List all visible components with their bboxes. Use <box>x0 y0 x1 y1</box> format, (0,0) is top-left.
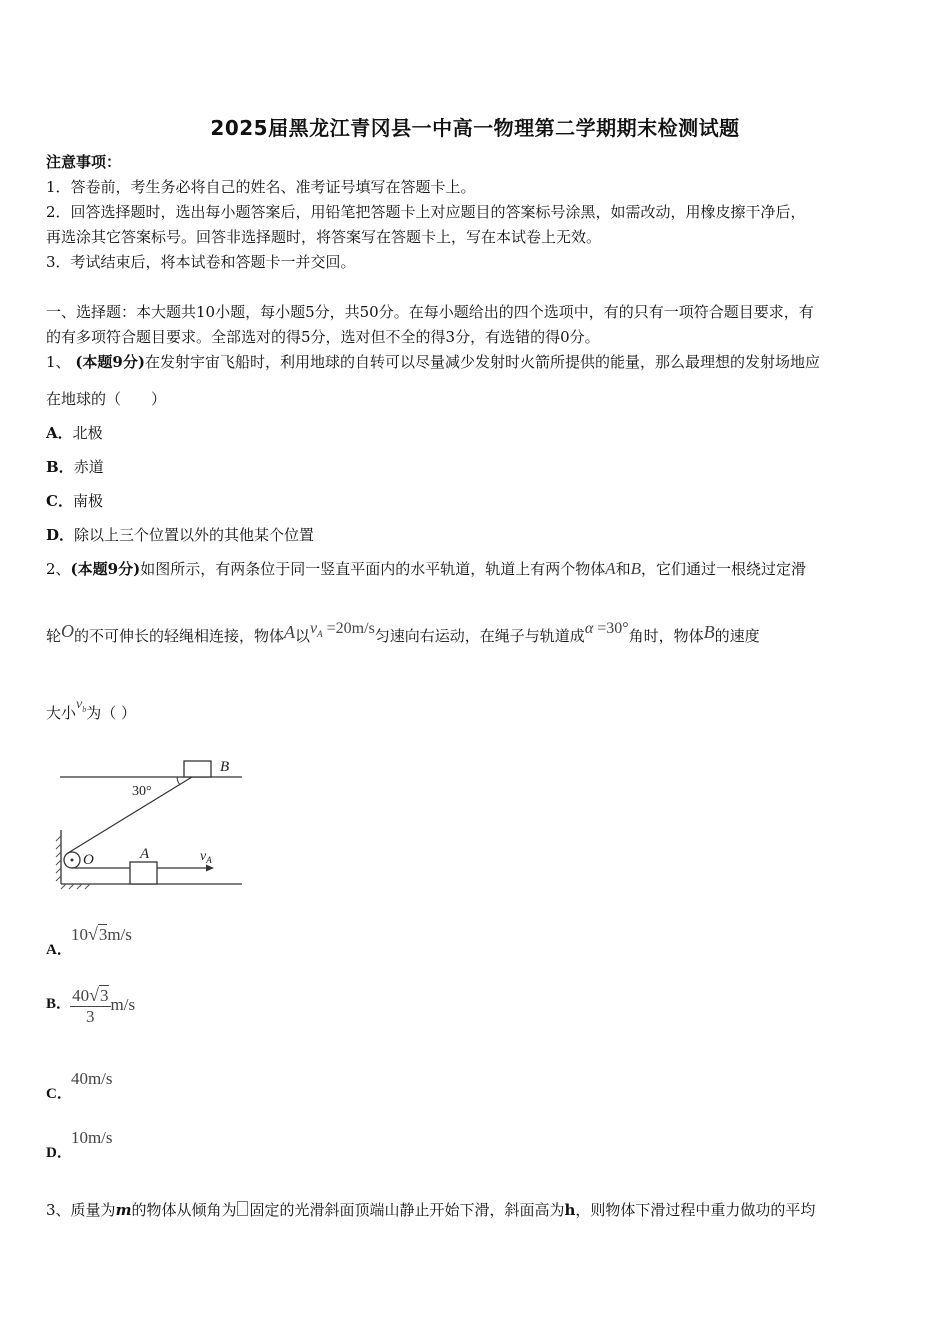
question-1-option-a[interactable] <box>46 423 103 443</box>
question-2-text: 的不可伸长的轻绳相连接，物体 <box>74 627 285 645</box>
page-title: 2025届黑龙江青冈县一中高一物理第二学期期末检测试题 <box>210 116 740 140</box>
box-a <box>130 862 157 884</box>
question-1-line-1 <box>46 352 820 372</box>
option-value: 10m/s <box>70 1128 113 1147</box>
option-label: C． <box>46 1086 72 1102</box>
question-3-text: ，则物体下滑过程中重力做功的平均 <box>575 1201 816 1219</box>
option-label: B． <box>46 458 74 476</box>
angle-value: =30° <box>597 620 629 637</box>
question-1-option-c[interactable] <box>46 491 103 511</box>
option-label: D． <box>46 526 75 544</box>
sqrt-sign: √ <box>87 924 98 944</box>
angle-label: 30° <box>132 784 152 799</box>
section-1-line-1: 一、选择题：本大题共10小题，每小题5分，共50分。在每小题给出的四个选项中，有的只有一项符合题目要求，有 <box>46 303 814 321</box>
section-1-line-2: 的有多项符合题目要求。全部选对的得5分，选对但不全的得3分，有选错的得0分。 <box>46 328 600 346</box>
question-1-tag: (本题9分) <box>75 353 145 371</box>
pulley-axle <box>71 859 74 862</box>
question-2-text: 的速度 <box>714 627 760 645</box>
question-2-text: 大小 <box>46 704 77 722</box>
notice-heading: 注意事项： <box>46 153 122 171</box>
question-1-option-b[interactable] <box>46 457 104 477</box>
question-2-tag: (本题9分) <box>70 560 141 578</box>
question-2-option-c[interactable] <box>46 1068 119 1102</box>
question-2-line-1 <box>46 559 806 579</box>
question-2-text: ，它们通过一根绕过定滑 <box>641 560 807 578</box>
option-label: B． <box>46 995 72 1012</box>
option-text: 北极 <box>72 424 103 442</box>
notice-item-2-line-2: 再选涂其它答案标号。回答非选择题时，将答案写在答题卡上，写在本试卷上无效。 <box>46 228 602 246</box>
question-2-number: 2、 <box>46 560 71 578</box>
sqrt-sign: √ <box>89 985 99 1005</box>
question-2-option-a[interactable] <box>46 924 138 958</box>
notice-item-3: 3．考试结束后，将本试卷和答题卡一并交回。 <box>46 253 356 271</box>
question-2-text: 轮 <box>46 627 62 645</box>
velocity-b-expression <box>76 697 86 712</box>
alpha-symbol: α <box>584 620 594 637</box>
coefficient: 10 <box>70 925 88 944</box>
option-text: 南极 <box>72 492 103 510</box>
label-o: O <box>83 852 94 868</box>
question-1-line-2: 在地球的（ ） <box>46 390 167 408</box>
conjunction: 和 <box>615 560 631 578</box>
radicand: 3 <box>100 986 109 1005</box>
option-text: 赤道 <box>73 458 104 476</box>
option-label: A． <box>46 424 73 442</box>
question-2-option-b[interactable] <box>46 985 141 1027</box>
symbol-a: A <box>605 559 616 578</box>
question-2-text: 为（ ） <box>86 704 137 722</box>
question-3-line-1 <box>46 1200 815 1220</box>
fraction <box>70 985 110 1027</box>
question-2-text: 匀速向右运动，在绳子与轨道成 <box>374 627 585 645</box>
question-2-line-3 <box>46 690 136 728</box>
symbol-h: h <box>564 1201 576 1219</box>
option-text: 除以上三个位置以外的其他某个位置 <box>74 526 315 544</box>
label-a: A <box>140 846 150 862</box>
option-value: 40m/s <box>70 1069 113 1088</box>
unit: m/s <box>107 925 132 944</box>
velocity-value: =20m/s <box>326 620 375 637</box>
unit: m/s <box>110 994 136 1014</box>
symbol-m: m <box>115 1201 132 1219</box>
question-1-number: 1、 <box>46 353 71 371</box>
velocity-symbol: v <box>76 697 83 712</box>
denominator: 3 <box>86 1007 95 1026</box>
wall-hatching <box>56 836 61 881</box>
velocity-subscript: A <box>317 629 323 640</box>
option-value <box>70 985 136 1026</box>
numerator <box>70 985 110 1007</box>
notice-item-1: 1．答卷前，考生务必将自己的姓名、准考证号填写在答题卡上。 <box>46 178 476 196</box>
box-b <box>184 761 211 777</box>
symbol-b: B <box>703 622 715 642</box>
question-2-text: 角时，物体 <box>628 627 704 645</box>
question-3-number: 3、 <box>46 1201 71 1219</box>
option-label: C． <box>46 492 73 510</box>
floor-hatching <box>61 884 90 889</box>
question-1-text: 在发射宇宙飞船时，利用地球的自转可以尽量减少发射时火箭所提供的能量，那么最理想的发射场地应 <box>144 353 820 371</box>
radicand: 3 <box>98 925 108 944</box>
angle-arc <box>177 777 180 785</box>
question-1-option-d[interactable] <box>46 525 314 545</box>
missing-glyph-box <box>237 1201 248 1216</box>
symbol-o: O <box>61 621 75 641</box>
question-3-text: 质量为 <box>70 1201 116 1219</box>
velocity-subscript: b <box>82 704 87 714</box>
question-2-text: 以 <box>295 627 311 645</box>
rope-incline <box>68 777 192 853</box>
question-2-option-d[interactable] <box>46 1127 119 1161</box>
symbol-b: B <box>630 559 641 578</box>
question-2-line-2 <box>46 616 760 649</box>
option-label: A． <box>46 942 72 958</box>
question-3-text: 的物体从倾角为 <box>131 1201 237 1219</box>
symbol-a: A <box>284 622 296 642</box>
pulley-diagram <box>52 752 247 890</box>
velocity-arrow-head <box>206 865 214 872</box>
question-2-text: 如图所示，有两条位于同一竖直平面内的水平轨道，轨道上有两个物体 <box>140 560 606 578</box>
velocity-symbol: v <box>310 620 318 637</box>
option-value <box>71 925 132 944</box>
notice-item-2-line-1: 2．回答选择题时，选出每小题答案后，用铅笔把答题卡上对应题目的答案标号涂黑，如需改动，用橡皮擦干净后， <box>46 203 806 221</box>
velocity-a-expression <box>310 620 375 640</box>
question-3-text: 固定的光滑斜面顶端山静止开始下滑，斜面高为 <box>249 1201 565 1219</box>
label-b: B <box>220 759 230 775</box>
coefficient: 40 <box>72 986 90 1005</box>
option-label: D． <box>46 1145 72 1161</box>
angle-expression <box>585 620 629 637</box>
label-va: $v_A$ <box>200 849 212 865</box>
